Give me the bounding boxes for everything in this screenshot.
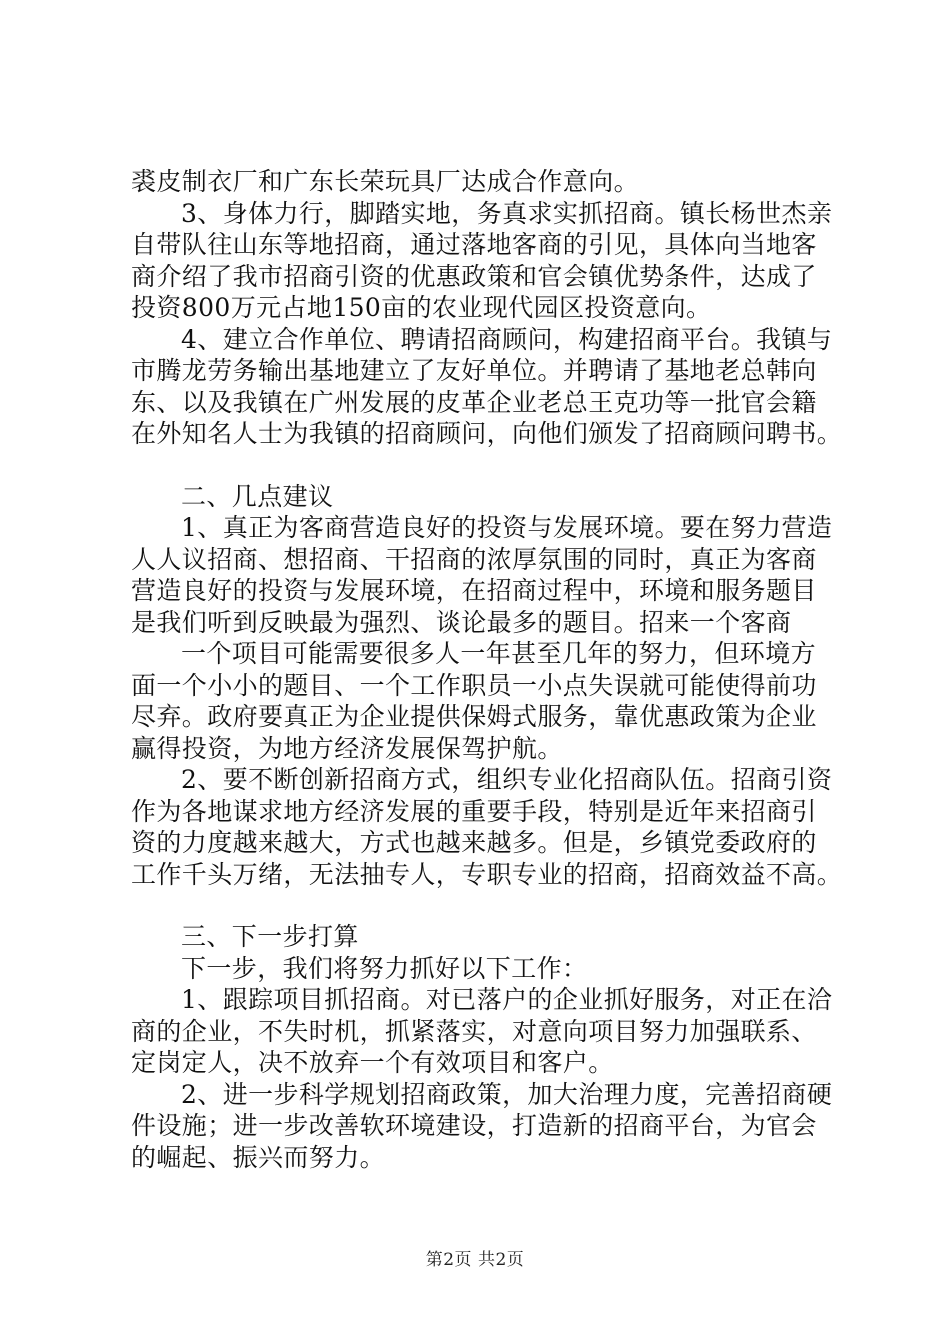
paragraph-line: 人人议招商、想招商、干招商的浓厚氛围的同时，真正为客商 [131,544,817,574]
paragraph-line: 定岗定人，决不放弃一个有效项目和客户。 [131,1048,614,1077]
paragraph-line: 资的力度越来越大，方式也越来越多。但是，乡镇党委政府的 [131,828,817,857]
paragraph-line: 作为各地谋求地方经济发展的重要手段，特别是近年来招商引 [131,796,817,826]
paragraph-line: 东、以及我镇在广州发展的皮革企业老总王克功等一批官会籍 [131,387,817,417]
page-footer: 第2页 共2页 [425,1250,525,1270]
paragraph-gap [131,450,831,481]
paragraph-line: 工作千头万绪，无法抽专人，专职专业的招商，招商效益不高。 [131,859,843,889]
paragraph-line: 2、要不断创新招商方式，组织专业化招商队伍。招商引资 [181,765,833,794]
paragraph-line: 赢得投资，为地方经济发展保驾护航。 [131,733,563,763]
section-heading: 二、几点建议 [181,481,334,511]
paragraph-line: 的崛起、振兴而努力。 [131,1142,386,1172]
paragraph-line: 投资800万元占地150亩的农业现代园区投资意向。 [131,293,712,322]
paragraph-line: 2、进一步科学规划招商政策，加大治理力度，完善招商硬 [181,1079,833,1109]
paragraph-line: 是我们听到反映最为强烈、谈论最多的题目。招来一个客商 [131,607,792,637]
paragraph-line: 1、跟踪项目抓招商。对已落户的企业抓好服务，对正在洽 [181,985,833,1014]
paragraph-line: 1、真正为客商营造良好的投资与发展环境。要在努力营造 [181,513,833,542]
paragraph-line: 自带队往山东等地招商，通过落地客商的引见，具体向当地客 [131,230,817,259]
paragraph-line: 裘皮制衣厂和广东长荣玩具厂达成合作意向。 [131,167,640,196]
paragraph-line: 商介绍了我市招商引资的优惠政策和官会镇优势条件，达成了 [131,261,817,291]
document-body [131,166,843,1173]
paragraph-line: 3、身体力行，脚踏实地，务真求实抓招商。镇长杨世杰亲 [181,198,833,228]
paragraph-line: 一个项目可能需要很多人一年甚至几年的努力，但环境方 [181,639,817,668]
paragraph-line: 市腾龙劳务输出基地建立了友好单位。并聘请了基地老总韩向 [131,356,817,385]
paragraph-line: 面一个小小的题目、一个工作职员一小点失误就可能使得前功 [131,670,817,700]
paragraph-line: 营造良好的投资与发展环境，在招商过程中，环境和服务题目 [131,576,817,605]
paragraph-line: 商的企业，不失时机，抓紧落实，对意向项目努力加强联系、 [131,1016,817,1046]
section-heading: 三、下一步打算 [181,922,359,951]
paragraph-line: 下一步，我们将努力抓好以下工作： [181,953,588,983]
paragraph-gap [131,890,831,921]
paragraph-line: 尽弃。政府要真正为企业提供保姆式服务，靠优惠政策为企业 [131,702,817,731]
paragraph-line: 4、建立合作单位、聘请招商顾问，构建招商平台。我镇与 [181,324,833,354]
paragraph-line: 在外知名人士为我镇的招商顾问，向他们颁发了招商顾问聘书。 [131,419,843,448]
paragraph-line: 件设施；进一步改善软环境建设，打造新的招商平台，为官会 [131,1111,817,1140]
